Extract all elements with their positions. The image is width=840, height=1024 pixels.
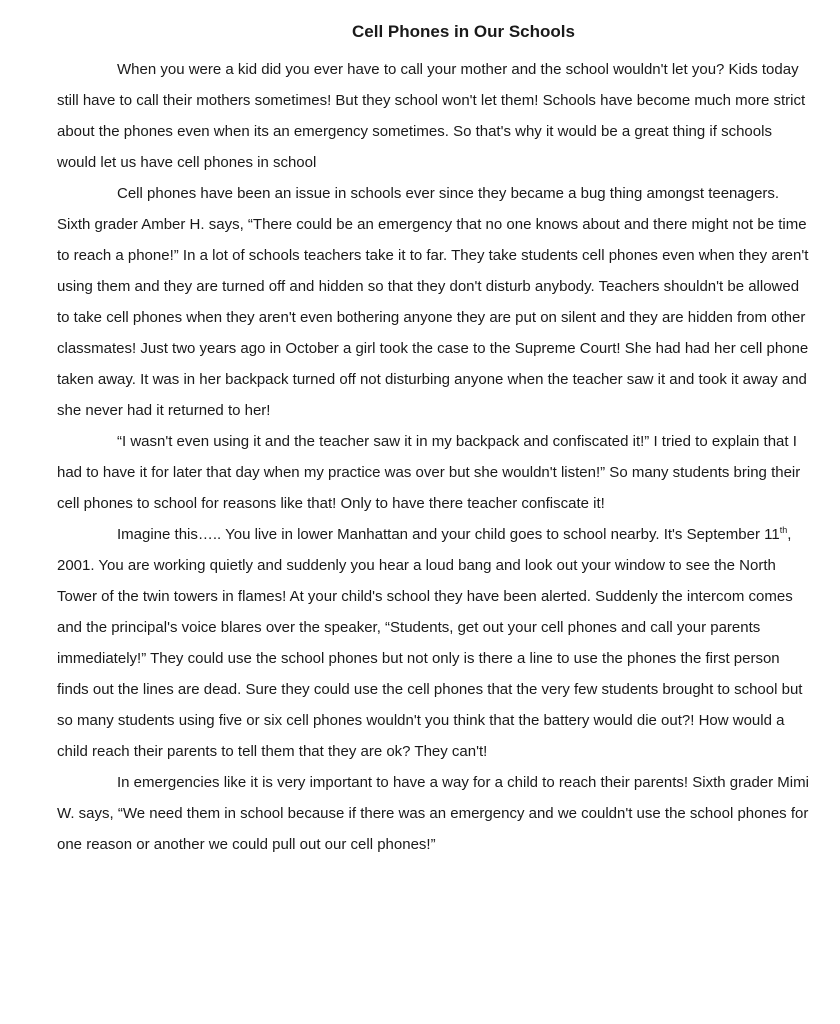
document-title: Cell Phones in Our Schools xyxy=(352,22,575,41)
paragraph-4-rest: , 2001. You are working quietly and suddenly you hear a loud bang and look out your window to see the North Tower of the twin towers in flames! At your child's school they have been alerted. Suddenly the intercom comes and the principal's voice blares over the speaker, “Students, get out your cell phones and call your parents immediately!” They could use the school phones but not only is there a line to use the phones the first person finds out the lines are dead. Sure they could use the cell phones that the very few students brought to school but so many students using five or six cell phones wouldn't you think that the battery would die out?! How would a child reach their parents to tell them that they are ok? They can't! xyxy=(57,526,803,760)
paragraph-4-start: Imagine this….. You live in lower Manhattan and your child goes to school nearby. It's September 11 xyxy=(117,526,780,543)
paragraph-1: When you were a kid did you ever have to call your mother and the school wouldn't let you? Kids today still have to call their mothers sometimes! But they school won't let them! Schools have become much more strict about the phones even when its an emergency sometimes. So that's why it would be a great thing if schools would let us have cell phones in school xyxy=(57,61,806,171)
paragraph-4 xyxy=(57,519,810,767)
ordinal-superscript: th xyxy=(779,525,788,535)
paragraph-5: In emergencies like it is very important to have a way for a child to reach their parents! Sixth grader Mimi W. says, “We need them in school because if there was an emergency and we couldn't use the school phones for one reason or another we could pull out our cell phones!” xyxy=(57,774,809,853)
paragraph-3: “I wasn't even using it and the teacher saw it in my backpack and confiscated it!” I tried to explain that I had to have it for later that day when my practice was over but she wouldn't listen!” So many students bring their cell phones to school for reasons like that! Only to have there teacher confiscate it! xyxy=(57,433,801,512)
paragraph-2: Cell phones have been an issue in schools ever since they became a bug thing amongst teenagers. Sixth grader Amber H. says, “There could be an emergency that no one knows about and there might not be time to reach a phone!” In a lot of schools teachers take it to far. They take students cell phones even when they aren't using them and they are turned off and hidden so that they don't disturb anybody. Teachers shouldn't be allowed to take cell phones when they aren't even bothering anyone they are put on silent and they are hidden from other classmates! Just two years ago in October a girl took the case to the Supreme Court! She had had her cell phone taken away. It was in her backpack turned off not disturbing anyone when the teacher saw it and took it away and she never had it returned to her! xyxy=(57,185,809,419)
